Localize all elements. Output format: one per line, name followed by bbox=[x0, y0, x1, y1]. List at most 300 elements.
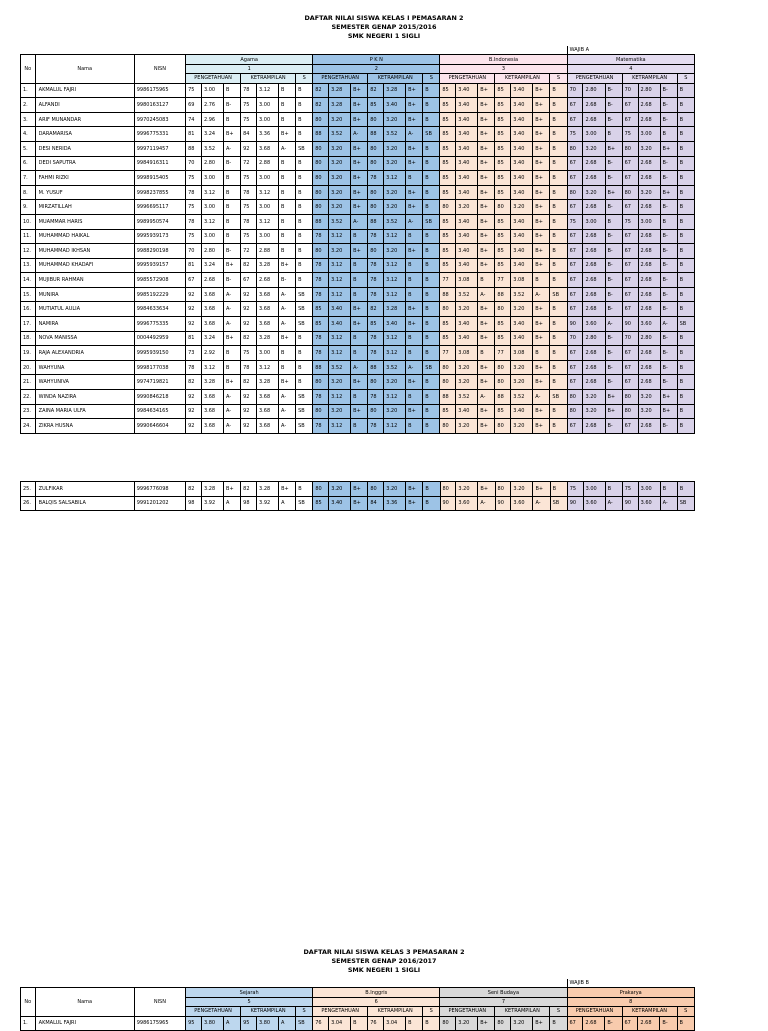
grade-cell: 3.20 bbox=[456, 375, 478, 390]
grade-cell: B+ bbox=[406, 83, 423, 98]
grade-cell: 3.68 bbox=[257, 317, 279, 332]
grade-cell: 82 bbox=[368, 83, 384, 98]
grade-cell: 80 bbox=[313, 200, 329, 215]
grade-cell: 2.68 bbox=[201, 273, 223, 288]
grade-cell: 3.20 bbox=[384, 375, 406, 390]
grade-cell: 78 bbox=[368, 258, 384, 273]
grade-cell: 2.80 bbox=[638, 331, 660, 346]
grade-cell: 75 bbox=[186, 229, 202, 244]
grade-cell: 3.40 bbox=[511, 83, 533, 98]
grade-cell: B+ bbox=[478, 317, 495, 332]
grade-cell: B bbox=[406, 273, 423, 288]
grade-cell: B bbox=[296, 258, 313, 273]
grade-cell: 81 bbox=[186, 127, 202, 142]
grade-cell: SB bbox=[550, 496, 567, 511]
grade-cell: 3.52 bbox=[329, 214, 351, 229]
grade-cell: B bbox=[677, 1016, 695, 1031]
grade-cell: 3.12 bbox=[329, 346, 351, 361]
grade-cell: A- bbox=[533, 496, 550, 511]
grade-cell: B bbox=[478, 273, 495, 288]
doc2-sub-s: S bbox=[550, 1007, 567, 1016]
grade-cell: 88 bbox=[368, 214, 384, 229]
grade-cell: A- bbox=[224, 404, 241, 419]
grade-cell: 67 bbox=[567, 200, 583, 215]
grade-cell: B+ bbox=[406, 185, 423, 200]
grade-cell: 3.20 bbox=[329, 112, 351, 127]
grade-cell: B bbox=[406, 419, 423, 434]
grade-cell: 75 bbox=[622, 482, 638, 497]
grade-cell: 2.80 bbox=[583, 83, 605, 98]
doc2-col-no: No bbox=[21, 988, 36, 1016]
grade-cell: 3.20 bbox=[511, 302, 533, 317]
grade-cell: B- bbox=[605, 229, 622, 244]
grade-cell: 3.60 bbox=[456, 496, 478, 511]
grade-cell: B+ bbox=[533, 229, 550, 244]
grade-cell: 78 bbox=[313, 419, 329, 434]
doc1-subject-num: 4 bbox=[567, 64, 694, 73]
grade-cell: B- bbox=[660, 98, 677, 113]
student-name: MUHAMMAD IKHSAN bbox=[35, 244, 134, 259]
doc2-sub-ket: KETRAMPILAN bbox=[368, 1007, 423, 1016]
grade-cell: B+ bbox=[478, 482, 495, 497]
grade-cell: B bbox=[406, 258, 423, 273]
grade-cell: B bbox=[224, 346, 241, 361]
grade-cell: 3.36 bbox=[257, 127, 279, 142]
grade-cell: B bbox=[550, 273, 567, 288]
grade-cell: SB bbox=[296, 496, 313, 511]
grade-cell: 3.00 bbox=[257, 346, 279, 361]
grade-cell: SB bbox=[677, 496, 694, 511]
grade-cell: 3.28 bbox=[202, 482, 224, 497]
grade-cell: B bbox=[550, 302, 567, 317]
grade-cell: 78 bbox=[186, 360, 202, 375]
grade-cell: B+ bbox=[224, 331, 241, 346]
grade-cell: 3.12 bbox=[329, 258, 351, 273]
grade-cell: 67 bbox=[622, 360, 638, 375]
grade-cell: 67 bbox=[567, 98, 583, 113]
grade-cell: B bbox=[406, 390, 423, 405]
grade-cell: 67 bbox=[567, 360, 583, 375]
grade-cell: 3.40 bbox=[329, 496, 351, 511]
grade-cell: A- bbox=[224, 302, 241, 317]
grade-cell: 78 bbox=[241, 360, 257, 375]
table-row bbox=[21, 287, 695, 302]
grade-cell: 92 bbox=[241, 287, 257, 302]
grade-cell: B bbox=[296, 200, 313, 215]
grade-cell: B bbox=[533, 346, 550, 361]
grade-cell: 3.12 bbox=[257, 360, 279, 375]
grade-cell: B bbox=[406, 1016, 423, 1031]
grade-cell: B+ bbox=[533, 244, 550, 259]
grade-cell: 85 bbox=[440, 156, 456, 171]
row-number: 1. bbox=[21, 1016, 36, 1031]
student-nisn: 9991201202 bbox=[134, 496, 185, 511]
grade-cell: 90 bbox=[440, 496, 456, 511]
grade-cell: 3.28 bbox=[384, 302, 406, 317]
grade-cell: B- bbox=[279, 273, 296, 288]
student-nisn: 9990646604 bbox=[134, 419, 185, 434]
grade-cell: B bbox=[224, 171, 241, 186]
grade-cell: 90 bbox=[622, 317, 638, 332]
grade-cell: A- bbox=[478, 390, 495, 405]
grade-cell: 88 bbox=[440, 287, 456, 302]
grade-cell: 3.40 bbox=[456, 171, 478, 186]
grade-cell: A- bbox=[279, 419, 296, 434]
student-name: FAHMI RIZKI bbox=[35, 171, 134, 186]
grade-cell: B+ bbox=[224, 127, 241, 142]
grade-cell: 80 bbox=[313, 482, 329, 497]
grade-cell: B bbox=[550, 317, 567, 332]
student-nisn: 9984916311 bbox=[134, 156, 185, 171]
grade-cell: 85 bbox=[440, 317, 456, 332]
grade-cell: 3.52 bbox=[511, 390, 533, 405]
grade-cell: 67 bbox=[622, 375, 638, 390]
grade-cell: 3.40 bbox=[456, 317, 478, 332]
grade-cell: B bbox=[677, 200, 694, 215]
grade-cell: 3.12 bbox=[257, 83, 279, 98]
doc1-subject-name: B.Indonesia bbox=[440, 55, 567, 64]
grade-cell: 2.96 bbox=[201, 112, 223, 127]
grade-cell: 67 bbox=[622, 229, 638, 244]
grade-cell: B bbox=[533, 273, 550, 288]
grade-cell: B bbox=[279, 83, 296, 98]
grade-cell: B bbox=[677, 273, 694, 288]
grade-cell: B+ bbox=[478, 302, 495, 317]
grade-cell: 3.40 bbox=[456, 156, 478, 171]
doc2-school: SMK NEGERI 1 SIGLI bbox=[347, 966, 421, 974]
grade-cell: B- bbox=[660, 112, 677, 127]
grade-cell: 3.60 bbox=[638, 496, 660, 511]
grade-cell: B bbox=[296, 171, 313, 186]
grade-cell: B bbox=[423, 346, 440, 361]
doc2-subject-name: Prakarya bbox=[567, 988, 695, 997]
student-nisn: 9989950574 bbox=[134, 214, 185, 229]
grade-cell: B bbox=[677, 244, 694, 259]
grade-cell: 80 bbox=[313, 185, 329, 200]
grade-cell: B- bbox=[660, 346, 677, 361]
grade-cell: 92 bbox=[186, 317, 202, 332]
row-number: 8. bbox=[21, 185, 36, 200]
grade-cell: 92 bbox=[186, 404, 202, 419]
row-number: 9. bbox=[21, 200, 36, 215]
grade-cell: 3.20 bbox=[329, 171, 351, 186]
grade-cell: 3.40 bbox=[511, 404, 533, 419]
grade-cell: 80 bbox=[495, 375, 511, 390]
grade-cell: 80 bbox=[368, 200, 384, 215]
grade-cell: B- bbox=[605, 83, 622, 98]
table-row bbox=[21, 404, 695, 419]
grade-cell: 3.52 bbox=[329, 127, 351, 142]
grade-cell: 3.92 bbox=[202, 496, 224, 511]
grade-cell: 3.08 bbox=[456, 346, 478, 361]
grade-cell: B bbox=[550, 98, 567, 113]
grade-cell: 3.04 bbox=[329, 1016, 351, 1031]
grade-cell: SB bbox=[423, 214, 440, 229]
grade-cell: B bbox=[550, 112, 567, 127]
grade-cell: 67 bbox=[622, 419, 638, 434]
grade-cell: 3.00 bbox=[583, 127, 605, 142]
grade-cell: 75 bbox=[241, 229, 257, 244]
grade-cell: B bbox=[224, 229, 241, 244]
student-name: NAMIRA bbox=[35, 317, 134, 332]
grade-cell: B bbox=[351, 331, 368, 346]
grade-cell: 3.20 bbox=[511, 360, 533, 375]
grade-cell: 80 bbox=[567, 141, 583, 156]
student-nisn: 9984634165 bbox=[134, 404, 185, 419]
grade-cell: B bbox=[351, 390, 368, 405]
table-row bbox=[21, 346, 695, 361]
grade-cell: SB bbox=[296, 302, 313, 317]
grade-cell: B- bbox=[605, 200, 622, 215]
grade-cell: 3.60 bbox=[583, 317, 605, 332]
grade-cell: 3.20 bbox=[384, 185, 406, 200]
grade-cell: 3.00 bbox=[257, 200, 279, 215]
grade-cell: 82 bbox=[241, 331, 257, 346]
grade-cell: B bbox=[550, 83, 567, 98]
grade-cell: B- bbox=[605, 287, 622, 302]
grade-cell: B bbox=[677, 98, 694, 113]
grade-cell: 78 bbox=[313, 258, 329, 273]
grade-cell: 2.68 bbox=[583, 287, 605, 302]
table-row bbox=[21, 331, 695, 346]
grade-cell: B bbox=[279, 214, 296, 229]
student-nisn: 9985572908 bbox=[134, 273, 185, 288]
doc2-sub-ket: KETRAMPILAN bbox=[241, 1007, 296, 1016]
table-row bbox=[21, 317, 695, 332]
grade-cell: B+ bbox=[478, 1016, 495, 1031]
grade-cell: 3.28 bbox=[257, 331, 279, 346]
grade-cell: 3.20 bbox=[329, 185, 351, 200]
grade-cell: 3.20 bbox=[329, 375, 351, 390]
grade-cell: 2.80 bbox=[201, 244, 223, 259]
grade-cell: 70 bbox=[567, 83, 583, 98]
grade-cell: 80 bbox=[440, 375, 456, 390]
grade-cell: 76 bbox=[313, 1016, 329, 1031]
grade-cell: 98 bbox=[186, 496, 202, 511]
grade-cell: B bbox=[296, 127, 313, 142]
grade-cell: B bbox=[677, 141, 694, 156]
grade-cell: B+ bbox=[478, 127, 495, 142]
grade-cell: B bbox=[423, 1016, 440, 1031]
grade-cell: A- bbox=[660, 317, 677, 332]
grade-cell: 80 bbox=[495, 419, 511, 434]
grade-cell: 75 bbox=[241, 346, 257, 361]
grade-cell: B bbox=[279, 112, 296, 127]
student-name: ZULFIKAR bbox=[35, 482, 134, 497]
grade-cell: 67 bbox=[567, 112, 583, 127]
grade-cell: 67 bbox=[567, 419, 583, 434]
grade-cell: B- bbox=[605, 1016, 622, 1031]
grade-cell: 3.40 bbox=[456, 141, 478, 156]
student-name: DESI NERIDA bbox=[35, 141, 134, 156]
grade-cell: B- bbox=[605, 258, 622, 273]
doc1-semester: SEMESTER GENAP 2015/2016 bbox=[331, 23, 437, 31]
grade-cell: 92 bbox=[241, 302, 257, 317]
grade-cell: SB bbox=[550, 287, 567, 302]
doc1-sub-peng: PENGETAHUAN bbox=[567, 74, 622, 83]
grade-cell: 2.68 bbox=[638, 346, 660, 361]
grade-cell: 92 bbox=[241, 390, 257, 405]
grade-cell: B bbox=[660, 214, 677, 229]
grade-cell: B+ bbox=[533, 258, 550, 273]
grade-cell: 3.52 bbox=[456, 287, 478, 302]
grade-cell: 85 bbox=[440, 141, 456, 156]
grade-cell: 82 bbox=[241, 258, 257, 273]
grade-cell: A- bbox=[279, 390, 296, 405]
grade-cell: 3.68 bbox=[257, 390, 279, 405]
grade-cell: B+ bbox=[406, 112, 423, 127]
grade-cell: 67 bbox=[567, 258, 583, 273]
grade-cell: B bbox=[406, 171, 423, 186]
grade-cell: 80 bbox=[622, 404, 638, 419]
grade-cell: B bbox=[660, 127, 677, 142]
grade-cell: 2.80 bbox=[201, 156, 223, 171]
grade-cell: 3.40 bbox=[511, 244, 533, 259]
grade-cell: 67 bbox=[622, 1016, 638, 1031]
grade-cell: 3.40 bbox=[456, 331, 478, 346]
grade-cell: 85 bbox=[368, 98, 384, 113]
student-nisn: 9986175965 bbox=[134, 1016, 185, 1031]
grade-cell: 75 bbox=[622, 127, 638, 142]
grade-cell: SB bbox=[423, 127, 440, 142]
grade-cell: B bbox=[550, 404, 567, 419]
grade-cell: B+ bbox=[406, 302, 423, 317]
grade-cell: 85 bbox=[495, 331, 511, 346]
grade-cell: B bbox=[296, 214, 313, 229]
grade-cell: 2.92 bbox=[201, 346, 223, 361]
grade-cell: 67 bbox=[622, 98, 638, 113]
student-name: WAHYUNA bbox=[35, 360, 134, 375]
grade-cell: 2.68 bbox=[638, 171, 660, 186]
grade-cell: 2.68 bbox=[583, 273, 605, 288]
grade-cell: 3.20 bbox=[583, 185, 605, 200]
grade-cell: B bbox=[296, 112, 313, 127]
table-row bbox=[21, 171, 695, 186]
row-number: 15. bbox=[21, 287, 36, 302]
doc1-sub-peng: PENGETAHUAN bbox=[186, 74, 241, 83]
grade-cell: B+ bbox=[533, 1016, 550, 1031]
grade-cell: 3.12 bbox=[329, 419, 351, 434]
grade-cell: B bbox=[224, 360, 241, 375]
grade-cell: 84 bbox=[241, 127, 257, 142]
doc1-subject-num: 1 bbox=[186, 64, 313, 73]
grade-cell: B+ bbox=[351, 244, 368, 259]
grade-cell: 3.12 bbox=[384, 273, 406, 288]
grade-cell: B bbox=[351, 1016, 368, 1031]
grade-cell: 2.68 bbox=[583, 419, 605, 434]
doc2-sub-peng: PENGETAHUAN bbox=[440, 1007, 495, 1016]
grade-cell: 3.40 bbox=[511, 214, 533, 229]
grade-cell: B bbox=[677, 390, 694, 405]
grade-cell: 67 bbox=[622, 346, 638, 361]
grade-cell: 3.40 bbox=[456, 258, 478, 273]
student-name: MUHAMMAD HAIKAL bbox=[35, 229, 134, 244]
grade-cell: 80 bbox=[368, 244, 384, 259]
grade-cell: A- bbox=[406, 214, 423, 229]
student-nisn: 9995939173 bbox=[134, 229, 185, 244]
grade-cell: B- bbox=[605, 244, 622, 259]
grade-cell: 88 bbox=[368, 127, 384, 142]
grade-cell: 3.20 bbox=[456, 419, 478, 434]
grade-cell: B bbox=[423, 200, 440, 215]
grade-cell: 85 bbox=[495, 244, 511, 259]
grade-cell: B bbox=[550, 214, 567, 229]
grade-cell: B+ bbox=[478, 214, 495, 229]
grade-cell: 75 bbox=[186, 200, 202, 215]
doc1-subject-num: 3 bbox=[440, 64, 567, 73]
grade-cell: 3.40 bbox=[384, 317, 406, 332]
grade-cell: B bbox=[677, 156, 694, 171]
grade-cell: 78 bbox=[368, 273, 384, 288]
grade-cell: 85 bbox=[440, 214, 456, 229]
grade-cell: B bbox=[677, 346, 694, 361]
grade-cell: 80 bbox=[368, 185, 384, 200]
grade-cell: 85 bbox=[495, 141, 511, 156]
grade-cell: 2.68 bbox=[638, 360, 660, 375]
doc2-sub-s: S bbox=[423, 1007, 440, 1016]
grade-cell: B bbox=[423, 317, 440, 332]
grade-cell: 3.68 bbox=[257, 287, 279, 302]
grade-cell: B bbox=[677, 482, 694, 497]
grade-cell: B bbox=[423, 302, 440, 317]
grade-cell: A- bbox=[279, 287, 296, 302]
row-number: 13. bbox=[21, 258, 36, 273]
grade-cell: 3.40 bbox=[384, 98, 406, 113]
grade-cell: 75 bbox=[241, 171, 257, 186]
grade-cell: B bbox=[660, 482, 677, 497]
grade-cell: 3.80 bbox=[201, 1016, 223, 1031]
grade-cell: 75 bbox=[567, 214, 583, 229]
grade-cell: 70 bbox=[622, 83, 638, 98]
doc1-sub-ket: KETRAMPILAN bbox=[622, 74, 677, 83]
grade-cell: A bbox=[279, 496, 296, 511]
grade-cell: 3.40 bbox=[456, 83, 478, 98]
grade-cell: B bbox=[423, 287, 440, 302]
grade-cell: 3.12 bbox=[329, 229, 351, 244]
grade-cell: SB bbox=[296, 419, 313, 434]
grade-cell: 3.12 bbox=[201, 360, 223, 375]
grade-cell: B+ bbox=[279, 482, 296, 497]
grade-cell: A- bbox=[351, 214, 368, 229]
grade-cell: 3.12 bbox=[329, 331, 351, 346]
grade-cell: B bbox=[677, 331, 694, 346]
grade-cell: B- bbox=[605, 331, 622, 346]
grade-cell: 80 bbox=[567, 404, 583, 419]
grade-cell: 3.08 bbox=[511, 346, 533, 361]
grade-cell: 3.20 bbox=[511, 1016, 533, 1031]
grade-cell: 80 bbox=[567, 390, 583, 405]
grade-cell: 67 bbox=[622, 273, 638, 288]
grade-cell: B bbox=[550, 185, 567, 200]
grade-cell: 76 bbox=[368, 1016, 384, 1031]
grade-cell: 3.20 bbox=[384, 404, 406, 419]
grade-cell: 80 bbox=[440, 302, 456, 317]
grade-cell: B bbox=[677, 185, 694, 200]
grade-cell: 85 bbox=[440, 171, 456, 186]
grade-cell: 67 bbox=[567, 229, 583, 244]
grade-cell: B+ bbox=[351, 156, 368, 171]
grade-cell: SB bbox=[296, 317, 313, 332]
grade-cell: 3.20 bbox=[583, 390, 605, 405]
grade-cell: 3.20 bbox=[638, 404, 660, 419]
grade-cell: 2.68 bbox=[638, 273, 660, 288]
grade-cell: 3.52 bbox=[456, 390, 478, 405]
grade-cell: 3.08 bbox=[456, 273, 478, 288]
table-row bbox=[21, 302, 695, 317]
grade-cell: B bbox=[351, 346, 368, 361]
grade-cell: B bbox=[677, 127, 694, 142]
grade-cell: A- bbox=[660, 496, 677, 511]
